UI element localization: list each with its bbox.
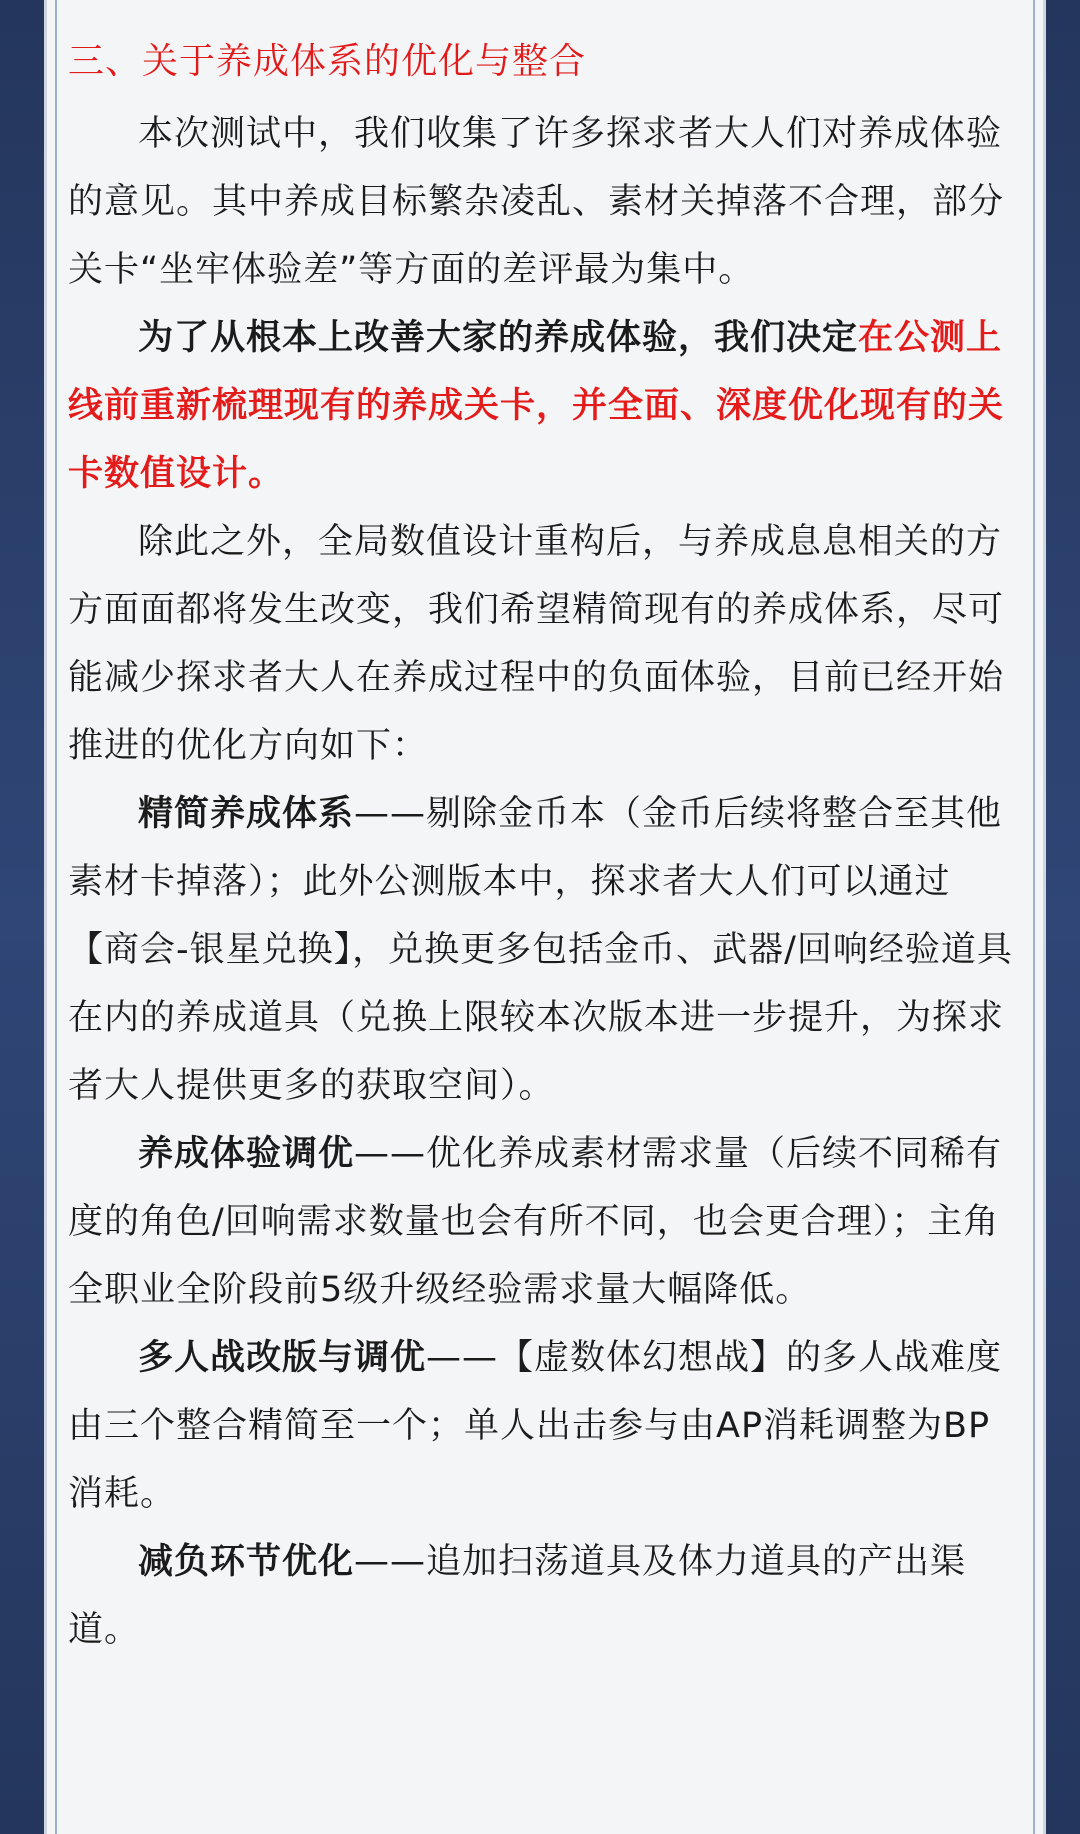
multiplayer-title: 多人战改版与调优 — [138, 1338, 427, 1378]
decision-highlight: 在公测上线前重新梳理现有的养成关卡，并全面、深度优化现有的关卡数值设计。 — [68, 318, 1005, 494]
decision-intro: 为了从根本上改善大家的养成体验，我们决定 — [138, 318, 859, 358]
multiplayer-text: ——【虚数体幻想战】的多人战难度由三个整合精简至一个；单人出击参与由AP消耗调整为BP消耗。 — [68, 1338, 1003, 1514]
article-content — [68, 24, 1018, 1664]
paragraph-tuning — [68, 1120, 1018, 1324]
right-border-line — [1033, 0, 1035, 1834]
simplify-text: ——剔除金币本（金币后续将整合至其他素材卡掉落）；此外公测版本中，探求者大人们可以通过【商会-银星兑换】，兑换更多包括金币、武器/回响经验道具在内的养成道具（兑换上限较本次版本进一步提升，为探求者大人提供更多的获取空间）。 — [68, 794, 1013, 1106]
burden-title: 减负环节优化 — [138, 1542, 355, 1582]
paragraph-multiplayer — [68, 1324, 1018, 1528]
tuning-title: 养成体验调优 — [138, 1134, 355, 1174]
paragraph-simplify — [68, 780, 1018, 1120]
simplify-title: 精简养成体系 — [138, 794, 355, 834]
paragraph-overview: 除此之外，全局数值设计重构后，与养成息息相关的方方面面都将发生改变，我们希望精简现有的养成体系，尽可能减少探求者大人在养成过程中的负面体验，目前已经开始推进的优化方向如下： — [68, 522, 1005, 766]
paragraph-decision — [68, 304, 1018, 508]
burden-text: ——追加扫荡道具及体力道具的产出渠道。 — [68, 1542, 967, 1650]
left-border-line — [55, 0, 57, 1834]
paragraph-feedback: 本次测试中，我们收集了许多探求者大人们对养成体验的意见。其中养成目标繁杂凌乱、素材关掉落不合理，部分关卡“坐牢体验差”等方面的差评最为集中。 — [68, 114, 1005, 290]
section-heading: 三、关于养成体系的优化与整合 — [68, 41, 587, 82]
paragraph-burden — [68, 1528, 1018, 1664]
tuning-text: ——优化养成素材需求量（后续不同稀有度的角色/回响需求数量也会有所不同，也会更合理）；主角全职业全阶段前5级升级经验需求量大幅降低。 — [68, 1134, 1003, 1310]
